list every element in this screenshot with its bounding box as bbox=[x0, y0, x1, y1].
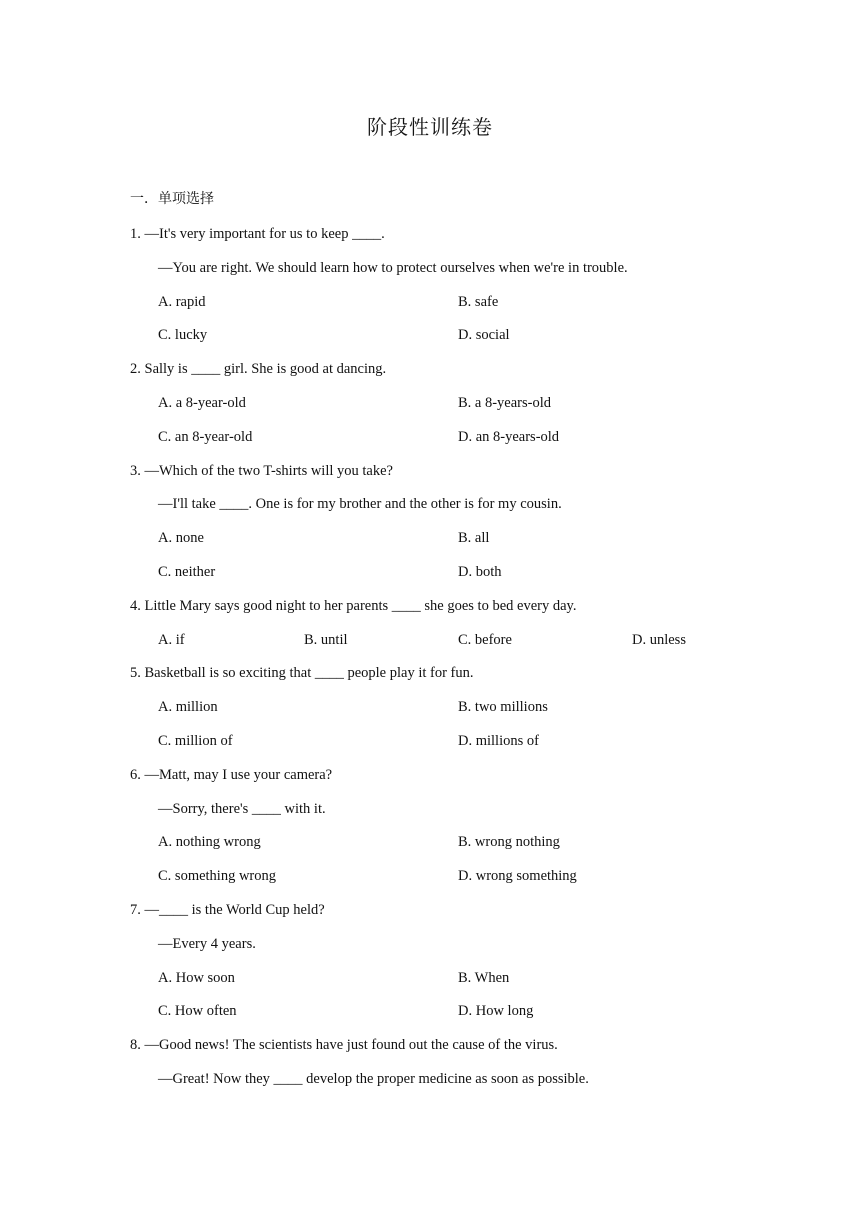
option-b: B. wrong nothing bbox=[458, 834, 560, 851]
option-c: C. How often bbox=[158, 1003, 237, 1020]
option-a: A. if bbox=[158, 631, 185, 648]
option-b: B. all bbox=[458, 530, 490, 547]
question-3-options-row-2 bbox=[130, 560, 730, 594]
option-c: C. million of bbox=[158, 732, 233, 749]
option-a: A. rapid bbox=[158, 293, 206, 310]
question-6-options-row-2 bbox=[130, 864, 730, 898]
question-7-options-row-1 bbox=[130, 966, 730, 1000]
question-4-stem: 4. Little Mary says good night to her parents ____ she goes to bed every day. bbox=[130, 597, 577, 614]
question-8-stem: 8. —Good news! The scientists have just found out the cause of the virus. bbox=[130, 1037, 558, 1054]
question-1-options-row-2 bbox=[130, 323, 730, 357]
option-a: A. none bbox=[158, 530, 204, 547]
option-c: C. something wrong bbox=[158, 868, 277, 885]
question-3-stem: 3. —Which of the two T-shirts will you take? bbox=[130, 462, 393, 479]
question-5-options-row-2 bbox=[130, 729, 730, 763]
option-b: B. When bbox=[458, 969, 510, 986]
option-b: B. a 8-years-old bbox=[458, 394, 552, 411]
option-a: A. million bbox=[158, 699, 218, 716]
question-2-options-row-1 bbox=[130, 391, 730, 425]
section-heading: 一．单项选择 bbox=[130, 191, 214, 207]
option-d: D. an 8-years-old bbox=[458, 428, 560, 445]
option-d: D. millions of bbox=[458, 732, 539, 749]
question-7-options-row-2 bbox=[130, 999, 730, 1033]
question-list bbox=[130, 222, 730, 1101]
option-b: B. until bbox=[304, 631, 348, 648]
option-d: D. wrong something bbox=[458, 868, 577, 885]
option-a: A. How soon bbox=[158, 969, 235, 986]
option-c: C. an 8-year-old bbox=[158, 428, 253, 445]
question-6-stem: 6. —Matt, may I use your camera? bbox=[130, 766, 333, 783]
option-d: D. unless bbox=[632, 631, 686, 648]
question-5-stem: 5. Basketball is so exciting that ____ people play it for fun. bbox=[130, 665, 474, 682]
question-2-options-row-2 bbox=[130, 425, 730, 459]
question-2-stem: 2. Sally is ____ girl. She is good at dancing. bbox=[130, 361, 387, 378]
option-a: A. nothing wrong bbox=[158, 834, 261, 851]
option-d: D. both bbox=[458, 563, 502, 580]
page-title: 阶段性训练卷 bbox=[367, 115, 493, 139]
option-d: D. How long bbox=[458, 1003, 534, 1020]
question-1-reply: —You are right. We should learn how to protect ourselves when we're in trouble. bbox=[158, 259, 628, 276]
question-6-reply: —Sorry, there's ____ with it. bbox=[158, 800, 326, 817]
option-b: B. two millions bbox=[458, 699, 548, 716]
option-b: B. safe bbox=[458, 293, 499, 310]
question-3-options-row-1 bbox=[130, 526, 730, 560]
option-c: C. before bbox=[458, 631, 512, 648]
question-7-stem: 7. —____ is the World Cup held? bbox=[130, 901, 325, 918]
question-8-reply: —Great! Now they ____ develop the proper medicine as soon as possible. bbox=[158, 1070, 589, 1087]
option-c: C. lucky bbox=[158, 327, 208, 344]
question-5-options-row-1 bbox=[130, 695, 730, 729]
question-6-options-row-1 bbox=[130, 830, 730, 864]
question-7-reply: —Every 4 years. bbox=[158, 935, 256, 952]
question-1-stem: 1. —It's very important for us to keep ____. bbox=[130, 226, 385, 242]
question-3-reply: —I'll take ____. One is for my brother and the other is for my cousin. bbox=[158, 496, 562, 513]
option-a: A. a 8-year-old bbox=[158, 394, 246, 411]
question-1-options-row-1 bbox=[130, 290, 730, 324]
option-c: C. neither bbox=[158, 563, 216, 580]
question-4-options-row bbox=[130, 628, 730, 662]
option-d: D. social bbox=[458, 327, 510, 344]
